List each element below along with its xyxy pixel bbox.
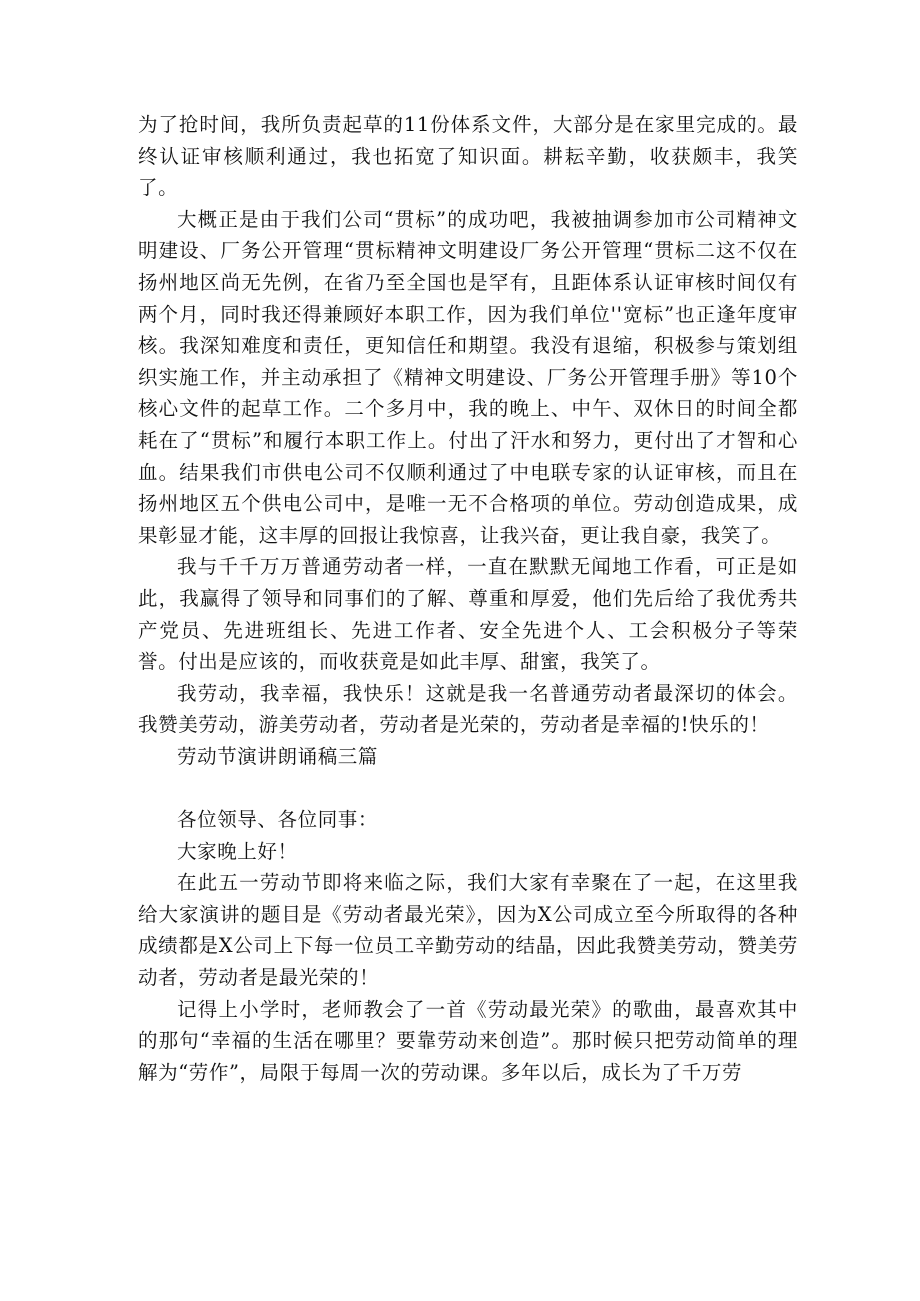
paragraph: 大概正是由于我们公司“贯标”的成功吧，我被抽调参加市公司精神文明建设、厂务公开管理“贯标精神文明建设厂务公开管理“贯标二这不仅在扬州地区尚无先例，在省乃至全国也是罕有，且距体系认证审核时间仅有两个月，同时我还得兼顾好本职工作，因为我们单位''宽标”也正逢年度审核。我深知难度和责任，更知信任和期望。我没有退缩，积极参与策划组织实施工作，并主动承担了《精神文明建设、厂务公开管理手册》等10个核心文件的起草工作。二个多月中，我的晚上、中午、双休日的时间全都耗在了“贯标”和履行本职工作上。付出了汗水和努力，更付出了才智和心血。结果我们市供电公司不仅顺利通过了中电联专家的认证审核，而且在扬州地区五个供电公司中，是唯一无不合格项的单位。劳动创造成果，成果彰显才能，这丰厚的回报让我惊喜，让我兴奋，更让我自豪，我笑了。 xyxy=(138,207,798,547)
paragraph: 我劳动，我幸福，我快乐！这就是我一名普通劳动者最深切的体会。我赞美劳动，游美劳动者，劳动者是光荣的，劳动者是幸福的!快乐的！ xyxy=(138,681,798,737)
salutation: 各位领导、各位同事： xyxy=(177,808,379,832)
paragraph: 在此五一劳动节即将来临之际，我们大家有幸聚在了一起，在这里我给大家演讲的题目是《劳动者最光荣》，因为X公司成立至今所取得的各种成绩都是X公司上下每一位员工辛勤劳动的结晶，因此我赞美劳动，赞美劳动者，劳动者是最光荣的！ xyxy=(138,871,798,990)
paragraph: 为了抢时间，我所负责起草的11份体系文件，大部分是在家里完成的。最终认证审核顺利通过，我也拓宽了知识面。耕耘辛勤，收获颇丰，我笑了。 xyxy=(138,113,798,200)
section-title: 劳动节演讲朗诵稿三篇 xyxy=(177,744,379,768)
paragraph: 记得上小学时，老师教会了一首《劳动最光荣》的歌曲，最喜欢其中的那句“幸福的生活在哪里？要靠劳动来创造”。那时候只把劳动简单的理解为“劳作”，局限于每周一次的劳动课。多年以后，成长为了千万劳 xyxy=(138,997,798,1084)
greeting: 大家晚上好！ xyxy=(177,839,298,863)
paragraph: 我与千千万万普通劳动者一样，一直在默默无闻地工作看，可正是如此，我赢得了领导和同事们的了解、尊重和厚爱，他们先后给了我优秀共产党员、先进班组长、先进工作者、安全先进个人、工会积极分子等荣誉。付出是应该的，而收获竟是如此丰厚、甜蜜，我笑了。 xyxy=(138,555,798,674)
blank-line xyxy=(138,772,798,804)
document-body xyxy=(138,109,798,1088)
